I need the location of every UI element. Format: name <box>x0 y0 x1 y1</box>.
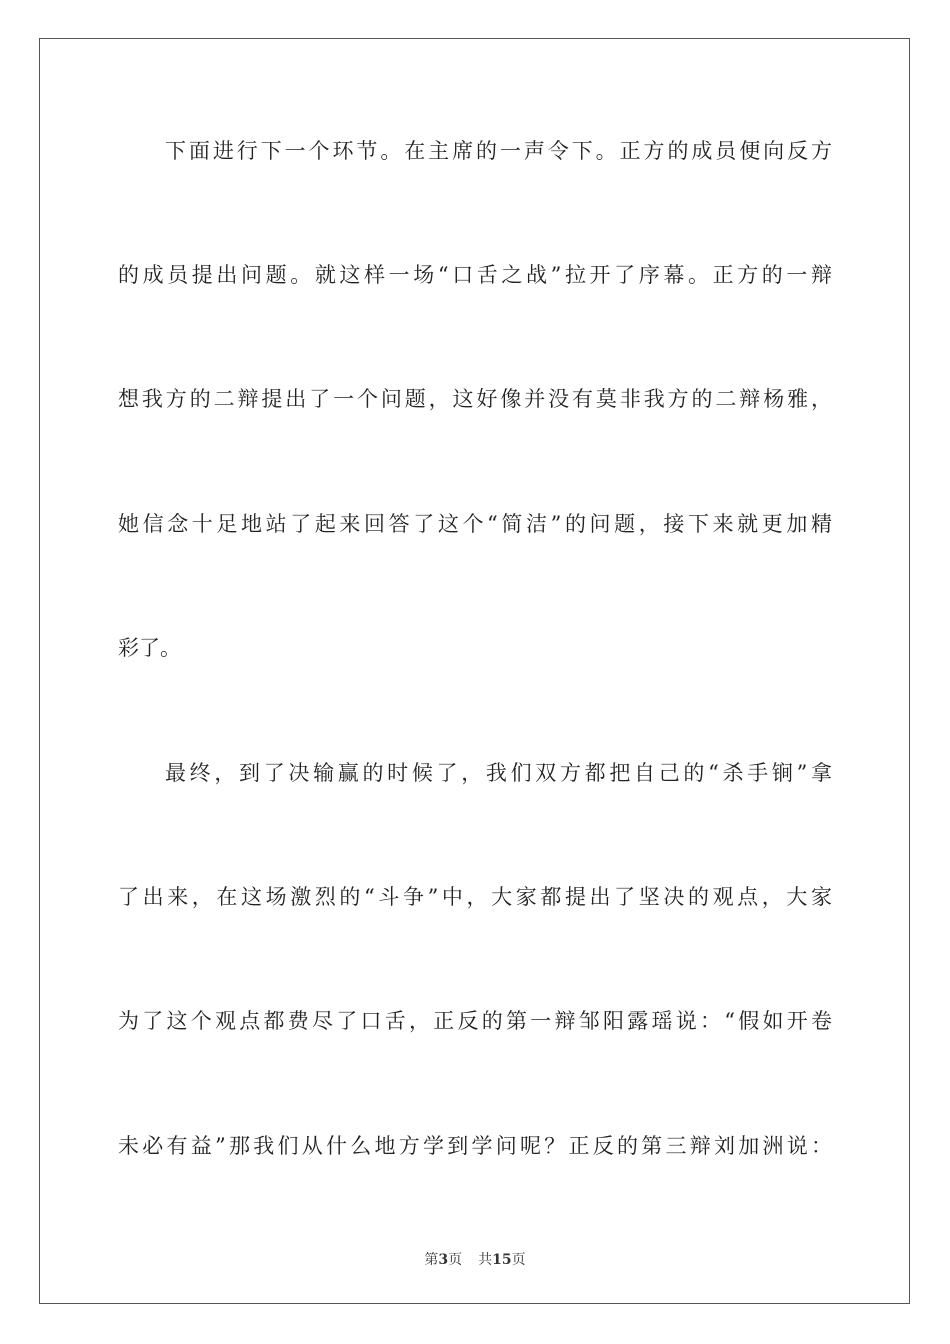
paragraph-1-line-5: 彩了。 <box>118 636 181 660</box>
paragraph-1-line-1: 下面进行下一个环节。在主席的一声令下。正方的成员便向反方 <box>165 139 832 163</box>
paragraph-2-line-4: 未必有益”那我们从什么地方学到学问呢？正反的第三辩刘加洲说： <box>118 1134 832 1158</box>
paragraph-2-line-1: 最终，到了决输赢的时候了，我们双方都把自己的“杀手锏”拿 <box>165 761 832 785</box>
paragraph-2-line-2: 了出来，在这场激烈的“斗争”中，大家都提出了坚决的观点，大家 <box>118 885 832 909</box>
total-prefix: 共 <box>478 1252 493 1268</box>
paragraph-1-line-4: 她信念十足地站了起来回答了这个“简洁”的问题，接下来就更加精 <box>118 512 832 536</box>
page-footer <box>0 1249 950 1269</box>
paragraph-1-line-3: 想我方的二辩提出了一个问题，这好像并没有莫非我方的二辩杨雅， <box>118 387 832 411</box>
total-pages: 15 <box>492 1252 512 1268</box>
page-border <box>39 38 910 1304</box>
page-suffix: 页 <box>448 1252 463 1268</box>
total-suffix: 页 <box>511 1252 526 1268</box>
paragraph-2-line-3: 为了这个观点都费尽了口舌，正反的第一辩邹阳露瑶说：“假如开卷 <box>118 1009 832 1033</box>
page-prefix: 第 <box>424 1252 439 1268</box>
page-number: 3 <box>438 1252 449 1268</box>
paragraph-1-line-2: 的成员提出问题。就这样一场“口舌之战”拉开了序幕。正方的一辩 <box>118 263 832 287</box>
